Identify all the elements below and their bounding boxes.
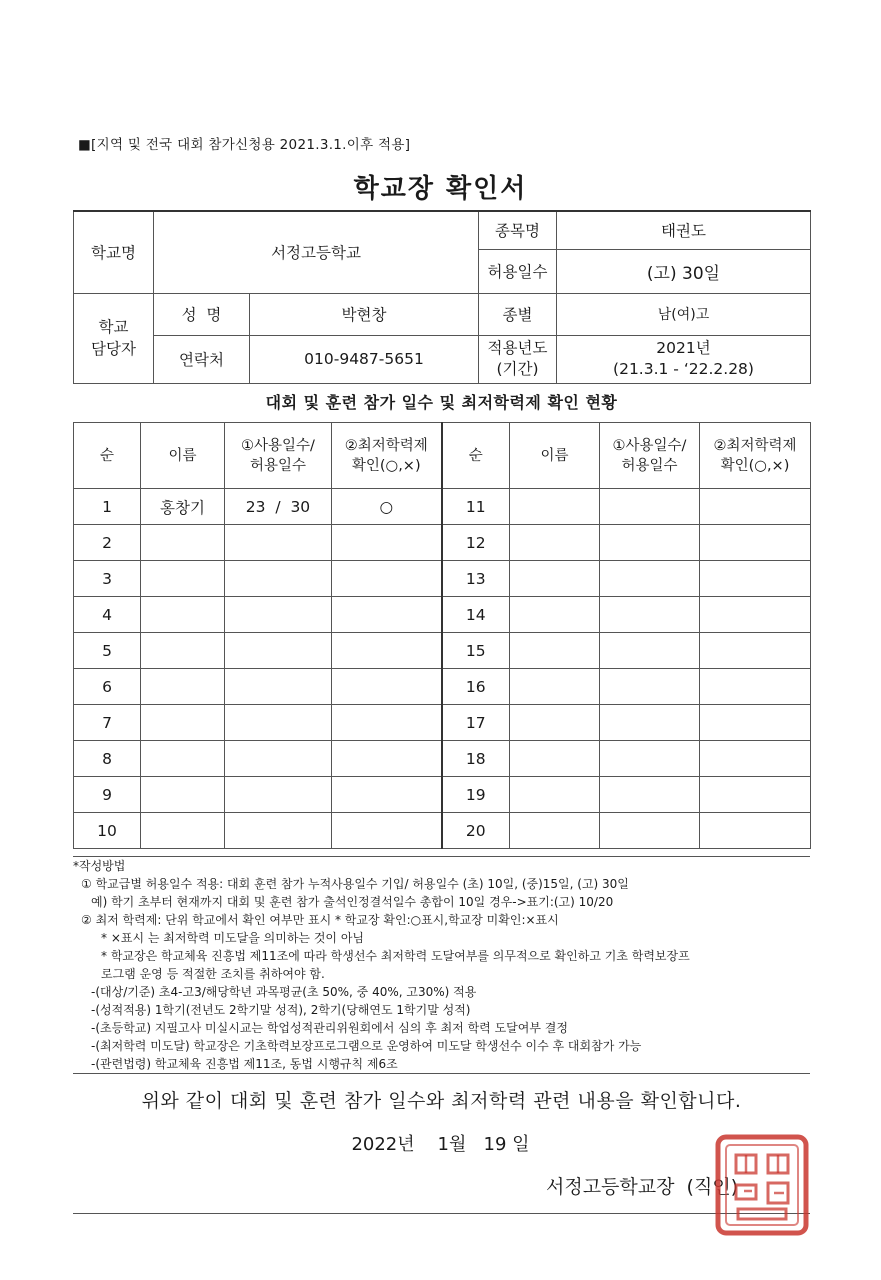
row-used-days-right xyxy=(600,777,700,813)
page-title: 학교장 확인서 xyxy=(353,174,528,204)
header-name: 이름 xyxy=(141,423,225,489)
instruction-line: 예) 학기 초부터 현재까지 대회 및 훈련 참가 출석인정결석일수 총합이 10일 경우->표기:(고) 10/20 xyxy=(91,895,614,909)
allowed-days-value: (고) 30일 xyxy=(557,249,811,293)
school-value: 서정고등학교 xyxy=(154,211,479,293)
year-value-line-2: (21.3.1 - ‘22.2.28) xyxy=(613,360,754,378)
row-no-right: 19 xyxy=(442,777,510,813)
header-used-days-right-line-1: ①사용일수/ xyxy=(612,437,687,454)
contact-label: 연락처 xyxy=(154,335,250,383)
row-name-left xyxy=(141,633,225,669)
table-row xyxy=(74,633,811,669)
roster-table xyxy=(73,422,811,849)
header-used-days-right-line-2: 허용일수 xyxy=(621,457,678,474)
header-no-right: 순 xyxy=(442,423,510,489)
contact-value: 010-9487-5651 xyxy=(250,335,479,383)
row-name-left xyxy=(141,561,225,597)
header-min-level-line-2: 확인(○,×) xyxy=(351,457,421,474)
header-min-level xyxy=(332,423,442,489)
row-used-days-left: 23 / 30 xyxy=(225,489,332,525)
officer-label-line-2: 담당자 xyxy=(91,340,136,358)
row-no-left: 10 xyxy=(74,813,141,849)
row-used-days-left xyxy=(225,813,332,849)
row-no-right: 13 xyxy=(442,561,510,597)
row-used-days-right xyxy=(600,669,700,705)
row-name-right xyxy=(510,777,600,813)
instruction-line: ② 최저 학력제: 단위 학교에서 확인 여부만 표시 * 학교장 확인:○표시,학교장 미확인:×표시 xyxy=(81,913,559,927)
row-no-right: 20 xyxy=(442,813,510,849)
row-no-left: 5 xyxy=(74,633,141,669)
table-row xyxy=(74,489,811,525)
row-min-level-left xyxy=(332,705,442,741)
row-min-level-right xyxy=(700,813,811,849)
header-used-days-line-1: ①사용일수/ xyxy=(241,437,315,454)
row-used-days-right xyxy=(600,597,700,633)
year-label xyxy=(479,335,557,383)
row-used-days-left xyxy=(225,561,332,597)
row-min-level-left: ○ xyxy=(332,489,442,525)
row-used-days-right xyxy=(600,489,700,525)
row-used-days-left xyxy=(225,597,332,633)
year-value xyxy=(557,335,811,383)
row-min-level-right xyxy=(700,525,811,561)
row-min-level-right xyxy=(700,561,811,597)
row-min-level-left xyxy=(332,597,442,633)
row-min-level-right xyxy=(700,741,811,777)
row-name-right xyxy=(510,597,600,633)
header-min-level-right xyxy=(700,423,811,489)
row-min-level-left xyxy=(332,741,442,777)
row-no-left: 2 xyxy=(74,525,141,561)
officer-label-line-1: 학교 xyxy=(98,318,129,336)
header-min-level-right-line-2: 확인(○,×) xyxy=(720,457,790,474)
instruction-line: ① 학교급별 허용일수 적용: 대회 훈련 참가 누적사용일수 기입/ 허용일수 (초) 10일, (중)15일, (고) 30일 xyxy=(81,877,629,891)
principal-signature: 서정고등학교장 (직인) xyxy=(546,1176,739,1198)
row-name-right xyxy=(510,525,600,561)
info-table xyxy=(73,210,811,384)
header-name-right: 이름 xyxy=(510,423,600,489)
year-label-line-1: 적용년도 xyxy=(487,339,548,357)
instruction-line: * ×표시 는 최저학력 미도달을 의미하는 것이 아님 xyxy=(101,931,365,945)
row-name-right xyxy=(510,705,600,741)
allowed-days-label: 허용일수 xyxy=(479,249,557,293)
row-used-days-left xyxy=(225,525,332,561)
row-no-right: 17 xyxy=(442,705,510,741)
row-name-left xyxy=(141,525,225,561)
header-used-days-line-2: 허용일수 xyxy=(249,457,307,474)
officer-label xyxy=(74,293,154,383)
row-no-left: 4 xyxy=(74,597,141,633)
row-used-days-right xyxy=(600,813,700,849)
table-row xyxy=(74,597,811,633)
row-no-left: 3 xyxy=(74,561,141,597)
table-row xyxy=(74,813,811,849)
row-used-days-left xyxy=(225,741,332,777)
gender-label: 종별 xyxy=(479,293,557,335)
confirm-text: 위와 같이 대회 및 훈련 참가 일수와 최저학력 관련 내용을 확인합니다. xyxy=(141,1090,742,1112)
row-name-left xyxy=(141,741,225,777)
divider-rule xyxy=(73,1073,810,1074)
row-min-level-right xyxy=(700,669,811,705)
roster-header-row xyxy=(74,423,811,489)
row-name-right xyxy=(510,669,600,705)
row-min-level-right xyxy=(700,597,811,633)
header-note: ■[지역 및 전국 대회 참가신청용 2021.3.1.이후 적용] xyxy=(78,137,411,153)
row-name-left xyxy=(141,597,225,633)
row-used-days-left xyxy=(225,669,332,705)
row-used-days-right xyxy=(600,705,700,741)
instruction-line: -(최저학력 미도달) 학교장은 기초학력보장프로그램으로 운영하여 미도달 학생선수 이수 후 대회참가 가능 xyxy=(91,1039,642,1053)
instruction-line: -(대상/기준) 초4-고3/해당학년 과목평균(초 50%, 중 40%, 고30%) 적용 xyxy=(91,985,477,999)
table-row xyxy=(74,525,811,561)
row-no-right: 15 xyxy=(442,633,510,669)
table-row xyxy=(74,669,811,705)
header-min-level-right-line-1: ②최저학력제 xyxy=(713,437,797,454)
row-name-left xyxy=(141,669,225,705)
row-no-left: 8 xyxy=(74,741,141,777)
row-name-right xyxy=(510,633,600,669)
row-used-days-right xyxy=(600,561,700,597)
row-min-level-right xyxy=(700,705,811,741)
section-banner: 대회 및 훈련 참가 일수 및 최저학력제 확인 현황 xyxy=(73,384,810,423)
table-row xyxy=(74,777,811,813)
row-no-right: 18 xyxy=(442,741,510,777)
name-label: 성 명 xyxy=(154,293,250,335)
row-name-right xyxy=(510,561,600,597)
row-used-days-left xyxy=(225,705,332,741)
row-name-left xyxy=(141,777,225,813)
row-used-days-left xyxy=(225,777,332,813)
year-value-line-1: 2021년 xyxy=(656,339,711,357)
row-no-left: 6 xyxy=(74,669,141,705)
instruction-line: *작성방법 xyxy=(73,859,126,873)
header-no: 순 xyxy=(74,423,141,489)
row-min-level-left xyxy=(332,633,442,669)
instruction-line: -(성적적용) 1학기(전년도 2학기말 성적), 2학기(당해연도 1학기말 성적) xyxy=(91,1003,471,1017)
row-min-level-right xyxy=(700,633,811,669)
event-value: 태권도 xyxy=(557,211,811,249)
name-value: 박현창 xyxy=(250,293,479,335)
table-row xyxy=(74,705,811,741)
official-seal-icon xyxy=(714,1133,810,1237)
row-no-right: 11 xyxy=(442,489,510,525)
year-label-line-2: (기간) xyxy=(496,360,539,378)
instructions xyxy=(73,856,810,1073)
row-used-days-left xyxy=(225,633,332,669)
row-no-right: 14 xyxy=(442,597,510,633)
event-label: 종목명 xyxy=(479,211,557,249)
issue-date: 2022년 1월 19 일 xyxy=(351,1134,530,1155)
row-no-right: 12 xyxy=(442,525,510,561)
row-name-right xyxy=(510,741,600,777)
row-no-left: 7 xyxy=(74,705,141,741)
header-min-level-line-1: ②최저학력제 xyxy=(344,437,428,454)
row-min-level-left xyxy=(332,669,442,705)
row-name-left: 홍창기 xyxy=(141,489,225,525)
row-used-days-right xyxy=(600,633,700,669)
school-label: 학교명 xyxy=(74,211,154,293)
row-min-level-right xyxy=(700,777,811,813)
row-min-level-left xyxy=(332,813,442,849)
row-used-days-right xyxy=(600,741,700,777)
gender-value: 남(여)고 xyxy=(557,293,811,335)
table-row xyxy=(74,561,811,597)
bottom-rule xyxy=(73,1213,810,1214)
instruction-line: -(초등학교) 지필고사 미실시교는 학업성적관리위원회에서 심의 후 최저 학력 도달여부 결정 xyxy=(91,1021,568,1035)
header-used-days xyxy=(225,423,332,489)
instruction-line: * 학교장은 학교체육 진흥법 제11조에 따라 학생선수 최저학력 도달여부를 의무적으로 확인하고 기초 학력보장프 xyxy=(101,949,690,963)
row-name-right xyxy=(510,813,600,849)
header-used-days-right xyxy=(600,423,700,489)
table-row xyxy=(74,741,811,777)
row-name-left xyxy=(141,705,225,741)
row-min-level-right xyxy=(700,489,811,525)
instruction-line: 로그램 운영 등 적절한 조치를 취하여야 함. xyxy=(101,967,325,981)
row-min-level-left xyxy=(332,525,442,561)
row-min-level-left xyxy=(332,561,442,597)
row-name-left xyxy=(141,813,225,849)
instruction-line: -(관련법령) 학교체육 진흥법 제11조, 동법 시행규칙 제6조 xyxy=(91,1057,398,1071)
row-name-right xyxy=(510,489,600,525)
row-min-level-left xyxy=(332,777,442,813)
row-no-right: 16 xyxy=(442,669,510,705)
row-no-left: 1 xyxy=(74,489,141,525)
row-used-days-right xyxy=(600,525,700,561)
row-no-left: 9 xyxy=(74,777,141,813)
